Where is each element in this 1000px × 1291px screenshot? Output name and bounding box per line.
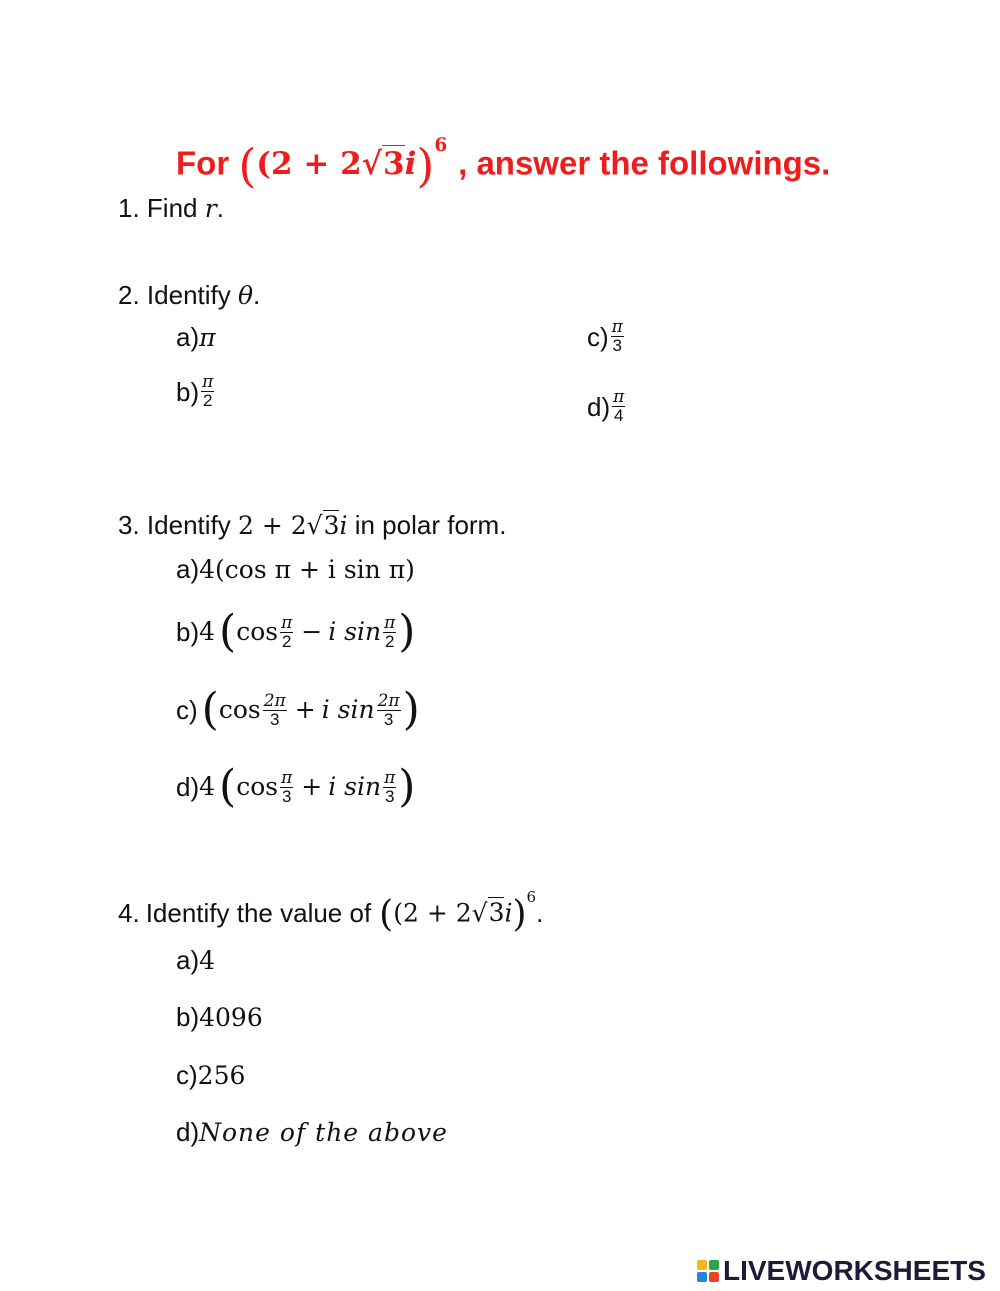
q3-option-b-paren-open: ( (219, 606, 237, 657)
q3-option-a[interactable] (176, 554, 415, 585)
q3-option-b-cos: cos (236, 617, 279, 646)
q3-option-c-den-1: 3 (270, 709, 280, 729)
q3-option-b-coef: 4 (199, 617, 216, 646)
q3-option-b-frac-1 (280, 614, 293, 651)
question-1 (118, 193, 224, 224)
q4-option-d-value: None of the above (199, 1118, 448, 1147)
q3-option-c-frac-1 (263, 692, 287, 729)
q4-expression: ($(2 + 2√3i)^6$ (379, 888, 537, 935)
q4-option-d-label: d) (176, 1117, 200, 1147)
q2-option-b-fraction (201, 373, 214, 410)
title-sqrt: 3 (383, 146, 405, 183)
title-expression: ($(2 + 2√3i)^6$ (238, 135, 448, 193)
q4-option-d[interactable] (176, 1117, 448, 1148)
q3-option-c-frac-2 (377, 692, 401, 729)
title-expr-open: (2 + 2 (256, 146, 362, 183)
q3-option-d-num-1: π (281, 767, 293, 788)
q3-option-d-label: d) (176, 772, 200, 802)
q3-option-d-paren-open: ( (219, 761, 237, 812)
liveworksheets-logo-text: LIVEWORKSHEETS (723, 1255, 986, 1286)
q3-option-c-num-1: 2π (263, 690, 286, 711)
q3-option-d-frac-1 (280, 769, 293, 806)
q3-option-d-frac-2 (383, 769, 396, 806)
q4-option-b-label: b) (176, 1002, 200, 1032)
q3-text: Identify (146, 510, 231, 540)
q3-option-d-isin: i sin (328, 772, 382, 801)
q4-option-b-value: 4096 (199, 1003, 263, 1032)
q3-option-d-op: + (301, 772, 323, 801)
q4-option-c[interactable] (176, 1060, 245, 1091)
q3-option-b-den-2: 2 (384, 631, 395, 651)
q2-option-d[interactable] (587, 388, 627, 425)
q4-option-c-label: c) (176, 1060, 198, 1090)
q4-exponent: 6 (526, 888, 537, 906)
title-suffix: , answer the followings. (458, 144, 831, 182)
q3-option-b-paren-close: ) (398, 606, 416, 657)
q3-option-b-label: b) (176, 617, 200, 647)
q3-option-b-op: − (301, 617, 323, 646)
q3-option-b-num-1: π (281, 612, 293, 633)
title-paren-close: ) (416, 138, 435, 193)
q3-option-c-num-2: 2π (377, 690, 400, 711)
q2-end: . (253, 280, 261, 310)
q2-option-c-num: π (611, 317, 623, 337)
q2-option-c-label: c) (587, 321, 609, 352)
q1-text: Find (146, 193, 198, 223)
worksheet-title (176, 128, 830, 194)
q4-option-b[interactable] (176, 1002, 263, 1033)
title-exponent: 6 (434, 135, 448, 156)
q4-expr-open: (2 + 2 (393, 898, 472, 928)
q2-option-a-label: a) (176, 322, 200, 352)
q3-option-c-den-2: 3 (383, 709, 394, 729)
q4-number: 4. (118, 898, 140, 929)
q4-option-a-label: a) (176, 945, 200, 975)
q3-option-a-value: 4(cos π + i sin π) (199, 555, 415, 584)
q3-number: 3. (118, 510, 140, 540)
q3-option-b[interactable] (176, 606, 416, 657)
q4-sqrt: 3 (488, 898, 505, 928)
q2-option-a[interactable] (176, 322, 216, 353)
q3-text-after: in polar form. (354, 510, 507, 540)
q3-expr-pre: 2 + 2 (237, 511, 307, 540)
q3-option-d[interactable] (176, 761, 416, 812)
question-4 (118, 888, 544, 935)
q4-option-c-value: 256 (197, 1061, 246, 1090)
q2-option-b-num: π (202, 372, 214, 392)
q1-number: 1. (118, 193, 140, 223)
q3-option-b-isin: i sin (328, 617, 382, 646)
q3-option-d-cos: cos (236, 772, 279, 801)
q4-paren-open: ( (379, 893, 394, 935)
title-prefix: For (176, 144, 230, 182)
question-3 (118, 510, 506, 541)
q3-option-d-num-2: π (384, 767, 396, 788)
q3-option-b-frac-2 (383, 614, 396, 651)
q4-end: . (536, 898, 544, 929)
q2-option-d-den: 4 (613, 406, 624, 425)
q3-option-c-op: + (294, 695, 316, 724)
q3-option-d-den-1: 3 (281, 786, 292, 806)
q2-option-b-den: 2 (202, 391, 213, 410)
q3-option-b-den-1: 2 (281, 631, 292, 651)
q3-option-c-paren-close: ) (402, 684, 420, 735)
q2-option-c[interactable] (587, 318, 626, 355)
q4-option-a-value: 4 (199, 946, 216, 975)
q3-option-c-isin: i sin (321, 695, 375, 724)
q3-option-a-label: a) (176, 554, 200, 584)
liveworksheets-logo[interactable] (697, 1255, 986, 1287)
q3-option-d-coef: 4 (199, 772, 216, 801)
q2-option-d-fraction (612, 388, 625, 425)
q2-var: θ (237, 281, 254, 310)
q2-option-c-den: 3 (612, 336, 622, 355)
q4-text: Identify the value of (145, 898, 372, 929)
q4-i: i (504, 898, 513, 928)
q3-option-c-label: c) (176, 695, 198, 725)
q2-option-b[interactable] (176, 373, 216, 410)
q3-option-c[interactable] (176, 684, 420, 735)
q1-var: r (204, 194, 217, 223)
q1-end: . (216, 193, 224, 223)
title-paren-open: ( (238, 138, 257, 193)
q2-option-b-label: b) (176, 376, 200, 407)
q2-option-c-fraction (611, 318, 624, 355)
q3-option-b-num-2: π (384, 612, 396, 633)
q3-expression: 2 + 2√3i (237, 511, 348, 540)
title-i: i (404, 146, 417, 183)
q3-i: i (339, 511, 348, 540)
q2-option-d-num: π (613, 387, 625, 407)
q3-option-d-den-2: 3 (384, 786, 395, 806)
q2-text: Identify (146, 280, 231, 310)
q3-option-c-paren-open: ( (201, 684, 219, 735)
q4-option-a[interactable] (176, 945, 215, 976)
q2-option-a-value: π (199, 323, 216, 352)
q2-option-d-label: d) (587, 391, 611, 422)
q3-option-c-cos: cos (218, 695, 261, 724)
q2-number: 2. (118, 280, 140, 310)
q4-paren-close: ) (512, 893, 527, 935)
liveworksheets-logo-icon (697, 1260, 719, 1282)
q3-option-d-paren-close: ) (398, 761, 416, 812)
question-2 (118, 280, 260, 311)
q3-sqrt: 3 (323, 511, 340, 540)
